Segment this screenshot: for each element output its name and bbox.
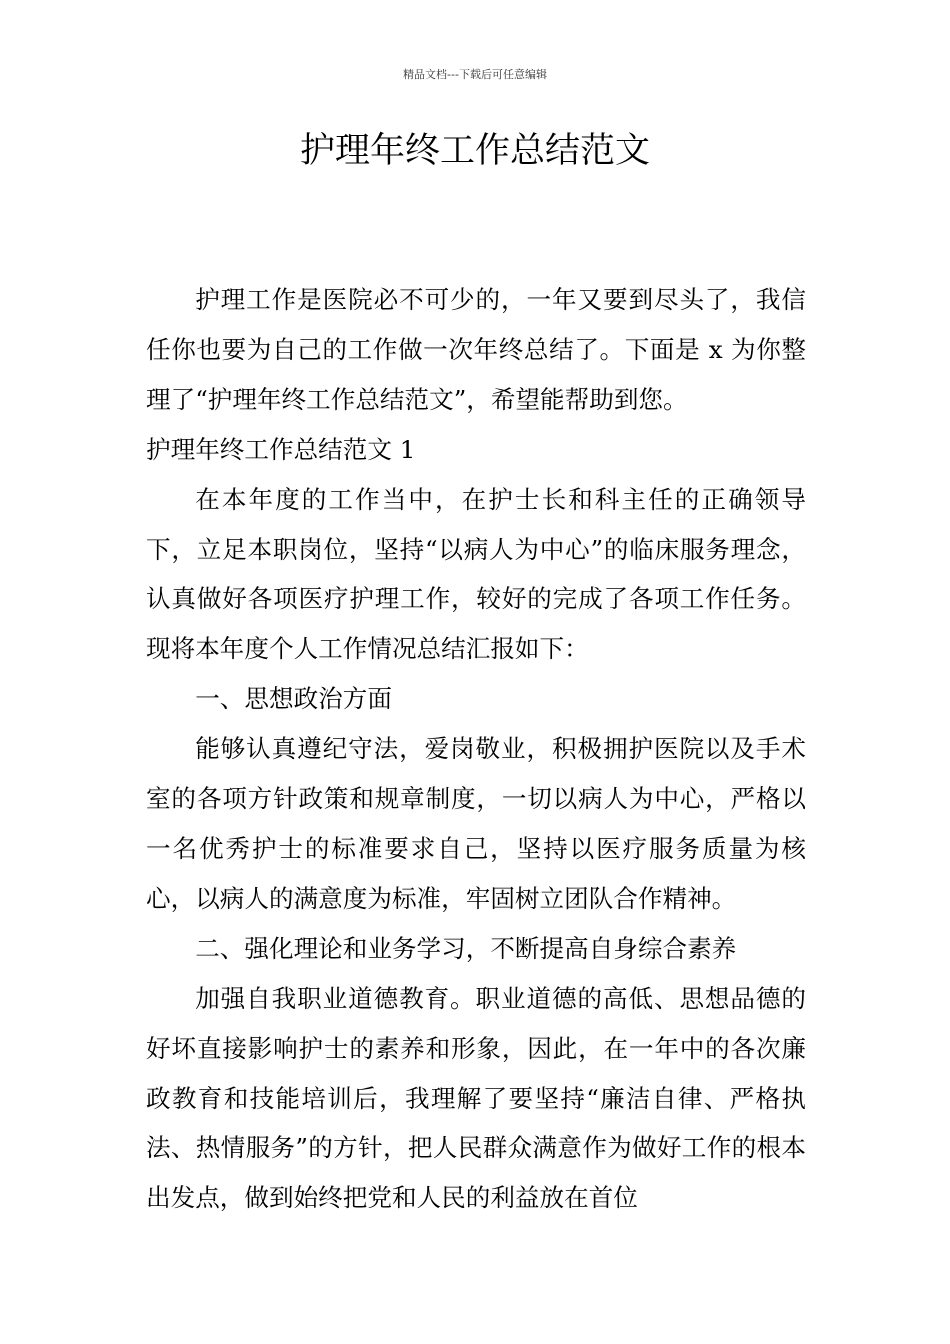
body-paragraph: 在本年度的工作当中，在护士长和科主任的正确领导下，立足本职岗位，坚持“以病人为中心”的临床服务理念，认真做好各项医疗护理工作，较好的完成了各项工作任务。现将本年度个人工作情况总结汇报如下： [146, 484, 806, 664]
page-header: 精品文档---下载后可任意编辑 [403, 68, 547, 81]
document-title: 护理年终工作总结范文 [299, 131, 650, 171]
document-body [146, 275, 806, 1223]
section-heading-sample-1: 护理年终工作总结范文 1 [146, 434, 416, 464]
subheading-political: 一、思想政治方面 [195, 684, 392, 714]
intro-paragraph: 护理工作是医院必不可少的，一年又要到尽头了，我信任你也要为自己的工作做一次年终总结了。下面是 x 为你整理了“护理年终工作总结范文”，希望能帮助到您。 [146, 285, 806, 414]
body-paragraph: 能够认真遵纪守法，爱岗敬业，积极拥护医院以及手术室的各项方针政策和规章制度，一切以病人为中心，严格以一名优秀护士的标准要求自己，坚持以医疗服务质量为核心，以病人的满意度为标准，牢固树立团队合作精神。 [146, 734, 806, 913]
subheading-study: 二、强化理论和业务学习，不断提高自身综合素养 [195, 933, 737, 963]
body-paragraph: 加强自我职业道德教育。职业道德的高低、思想品德的好坏直接影响护士的素养和形象，因此，在一年中的各次廉政教育和技能培训后，我理解了要坚持“廉洁自律、严格执法、热情服务”的方针，把人民群众满意作为做好工作的根本出发点，做到始终把党和人民的利益放在首位 [146, 983, 806, 1213]
